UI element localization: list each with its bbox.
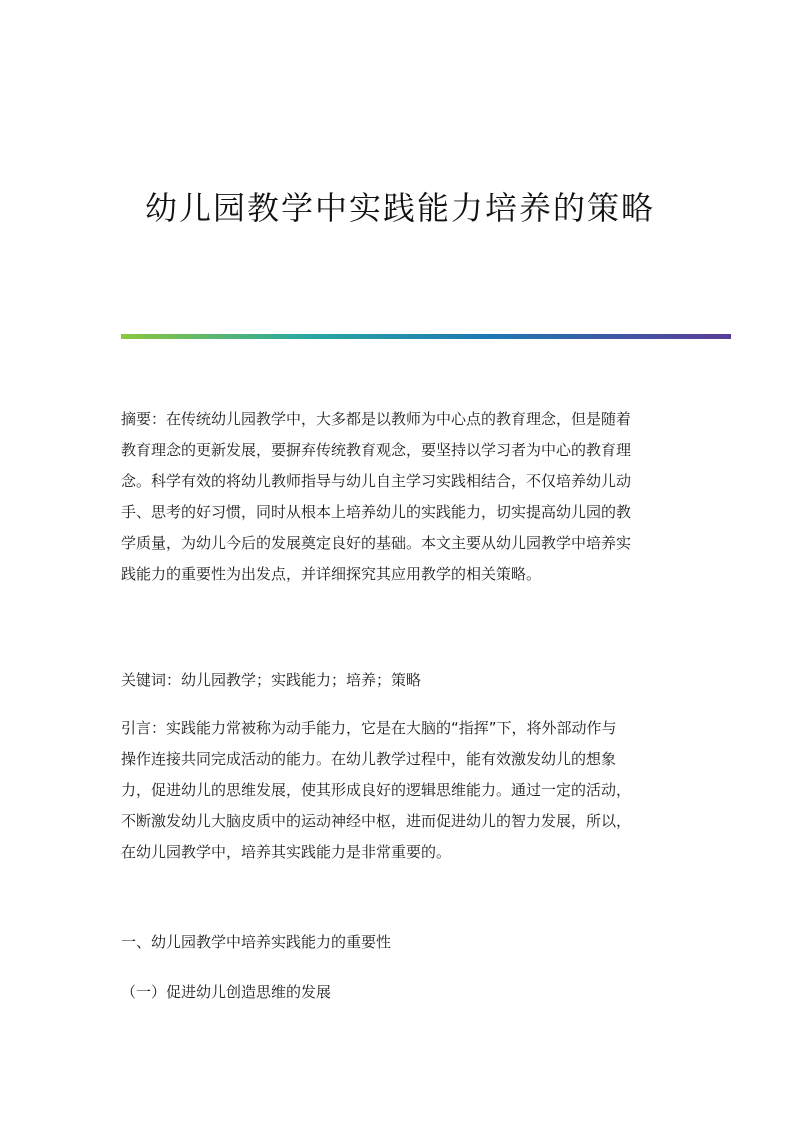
abstract-line: 念。科学有效的将幼儿教师指导与幼儿自主学习实践相结合，不仅培养幼儿动 [121, 472, 632, 490]
abstract-line: 摘要：在传统幼儿园教学中，大多都是以教师为中心点的教育理念，但是随着 [121, 410, 632, 428]
abstract-line: 践能力的重要性为出发点，并详细探究其应用教学的相关策略。 [121, 565, 542, 583]
abstract-paragraph [121, 404, 681, 590]
intro-line: 力，促进幼儿的思维发展，使其形成良好的逻辑思维能力。通过一定的活动， [121, 781, 632, 799]
intro-line: 操作连接共同完成活动的能力。在幼儿教学过程中，能有效激发幼儿的想象 [121, 750, 617, 768]
intro-line: 引言：实践能力常被称为动手能力，它是在大脑的“指挥”下，将外部动作与 [121, 719, 617, 737]
page-title: 幼儿园教学中实践能力培养的策略 [144, 189, 655, 227]
abstract-line: 教育理念的更新发展，要摒弃传统教育观念，要坚持以学习者为中心的教育理 [121, 441, 632, 459]
title-divider [121, 334, 731, 339]
abstract-line: 手、思考的好习惯，同时从根本上培养幼儿的实践能力，切实提高幼儿园的教 [121, 503, 632, 521]
section-heading [121, 927, 681, 958]
intro-line: 在幼儿园教学中，培养其实践能力是非常重要的。 [121, 843, 452, 861]
abstract-line: 学质量，为幼儿今后的发展奠定良好的基础。本文主要从幼儿园教学中培养实 [121, 534, 632, 552]
intro-paragraph [121, 713, 681, 868]
keywords-line: 关键词：幼儿园教学；实践能力；培养；策略 [121, 671, 422, 689]
subsection-heading [121, 977, 681, 1008]
section-heading-text: 一、幼儿园教学中培养实践能力的重要性 [121, 933, 392, 951]
keywords-paragraph [121, 665, 681, 696]
intro-line: 不断激发幼儿大脑皮质中的运动神经中枢，进而促进幼儿的智力发展，所以， [121, 812, 632, 830]
subsection-heading-text: （一）促进幼儿创造思维的发展 [121, 983, 332, 1001]
